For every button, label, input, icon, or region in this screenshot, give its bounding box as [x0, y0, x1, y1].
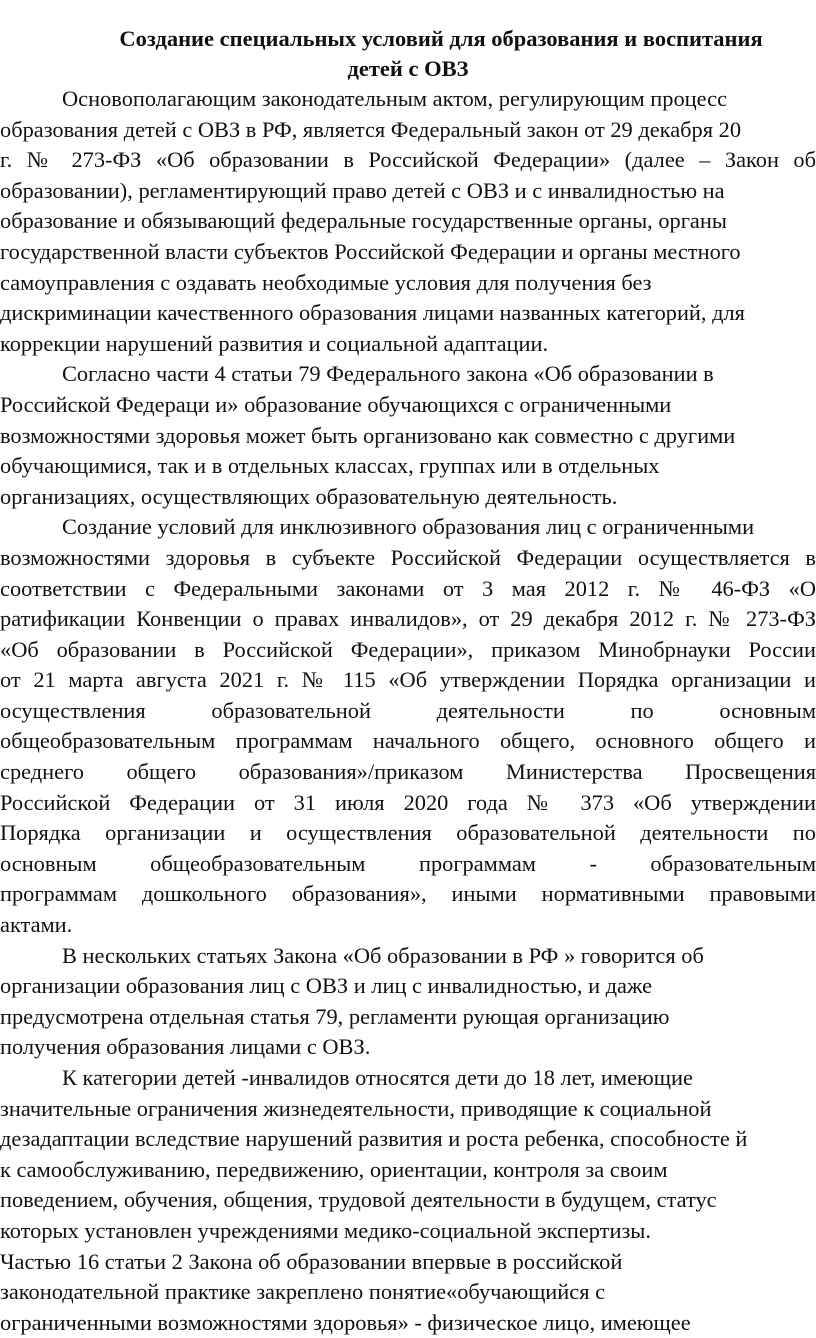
paragraph-line: актами. — [0, 912, 73, 938]
paragraph-line: коррекции нарушений развития и социальной адаптации. — [0, 330, 549, 356]
paragraph-line: обучающимися, так и в отдельных классах, группах или в отдельных — [0, 453, 660, 479]
paragraph-line: Частью 16 статьи 2 Закона об образовании впервые в российской — [0, 1248, 623, 1274]
paragraph-line: дискриминации качественного образования лицами названных категорий, для — [0, 300, 745, 326]
paragraph-line: К категории детей -инвалидов относятся дети до 18 лет, имеющие — [62, 1065, 693, 1090]
paragraph — [0, 512, 816, 940]
paragraph-line: образования детей с ОВЗ в РФ, является Федеральный закон от 29 декабря 20 — [0, 116, 742, 142]
paragraph-line: Создание условий для инклюзивного образования лиц с ограниченными — [62, 514, 755, 540]
paragraph — [0, 1247, 816, 1338]
paragraph-line: к самообслуживанию, передвижению, ориентации, контроля за своим — [0, 1156, 668, 1182]
title-line-2: детей с ОВЗ — [347, 56, 469, 81]
paragraph-line: Основополагающим законодательным актом, регулирующим процесс — [62, 86, 728, 111]
paragraph-line: образовании), регламентирующий право детей с ОВЗ и с инвалидностью на — [0, 177, 725, 203]
paragraph-line: значительные ограничения жизнедеятельности, приводящие к социальной — [0, 1095, 712, 1121]
paragraph-line: среднего общего образования»/приказом Министерства Просвещения — [0, 759, 816, 785]
title-line-1: Создание специальных условий для образования и воспитания — [119, 26, 763, 51]
paragraph-line: соответствии с Федеральными законами от 3 мая 2012 г. № 46-ФЗ «О — [0, 575, 816, 601]
paragraph-line: от 21 марта августа 2021 г. № 115 «Об утверждении Порядка организации и — [0, 667, 816, 693]
paragraph-line: программам дошкольного образования», иными нормативными правовыми — [0, 881, 816, 907]
paragraph-line: Российской Федерации от 31 июля 2020 года № 373 «Об утверждении — [0, 789, 816, 815]
paragraph-line: предусмотрена отдельная статья 79, регламенти рующая организацию — [0, 1003, 670, 1029]
paragraph-line: получения образования лицами с ОВЗ. — [0, 1034, 371, 1060]
paragraph-line: ограниченными возможностями здоровья» - физическое лицо, имеющее — [0, 1309, 691, 1335]
paragraph-line: государственной власти субъектов Российской Федерации и органы местного — [0, 238, 741, 264]
paragraph — [0, 941, 816, 1063]
paragraph-line: поведением, обучения, общения, трудовой деятельности в будущем, статус — [0, 1187, 717, 1213]
paragraph-line: организации образования лиц с ОВЗ и лиц с инвалидностью, и даже — [0, 973, 653, 999]
paragraph-line: Российской Федераци и» образование обучающихся с ограниченными — [0, 391, 672, 417]
paragraph-line: ратификации Конвенции о правах инвалидов», от 29 декабря 2012 г. № 273-ФЗ — [0, 606, 816, 632]
paragraph-line: осуществления образовательной деятельности по основным — [0, 697, 816, 723]
document-title — [0, 24, 816, 84]
paragraph-line: Согласно части 4 статьи 79 Федерального закона «Об образовании в — [62, 361, 714, 387]
paragraph-line: возможностями здоровья может быть организовано как совместно с другими — [0, 422, 736, 448]
paragraph-line: которых установлен учреждениями медико-социальной экспертизы. — [0, 1217, 651, 1243]
paragraph-line: «Об образовании в Российской Федерации», приказом Минобрнауки России — [0, 636, 816, 662]
paragraph-line: самоуправления с оздавать необходимые условия для получения без — [0, 269, 652, 295]
paragraph — [0, 84, 816, 359]
paragraph-line: образование и обязывающий федеральные государственные органы, органы — [0, 208, 727, 234]
paragraph-line: законодательной практике закреплено понятие«обучающийся с — [0, 1279, 606, 1305]
paragraph-line: общеобразовательным программам начального общего, основного общего и — [0, 728, 816, 754]
paragraph-line: В нескольких статьях Закона «Об образовании в РФ » говорится об — [62, 942, 704, 968]
paragraph-line: дезадаптации вследствие нарушений развития и роста ребенка, способносте й — [0, 1126, 748, 1152]
paragraph-line: организациях, осуществляющих образовательную деятельность. — [0, 483, 618, 509]
paragraph-line: основным общеобразовательным программам - образовательным — [0, 850, 816, 876]
paragraph-line: возможностями здоровья в субъекте Российской Федерации осуществляется в — [0, 544, 816, 570]
paragraph-line: Порядка организации и осуществления образовательной деятельности по — [0, 820, 816, 846]
paragraph-line: г. № 273-ФЗ «Об образовании в Российской Федерации» (далее – Закон об — [0, 147, 816, 173]
document-body — [0, 84, 816, 1338]
paragraph — [0, 359, 816, 512]
paragraph — [0, 1063, 816, 1247]
